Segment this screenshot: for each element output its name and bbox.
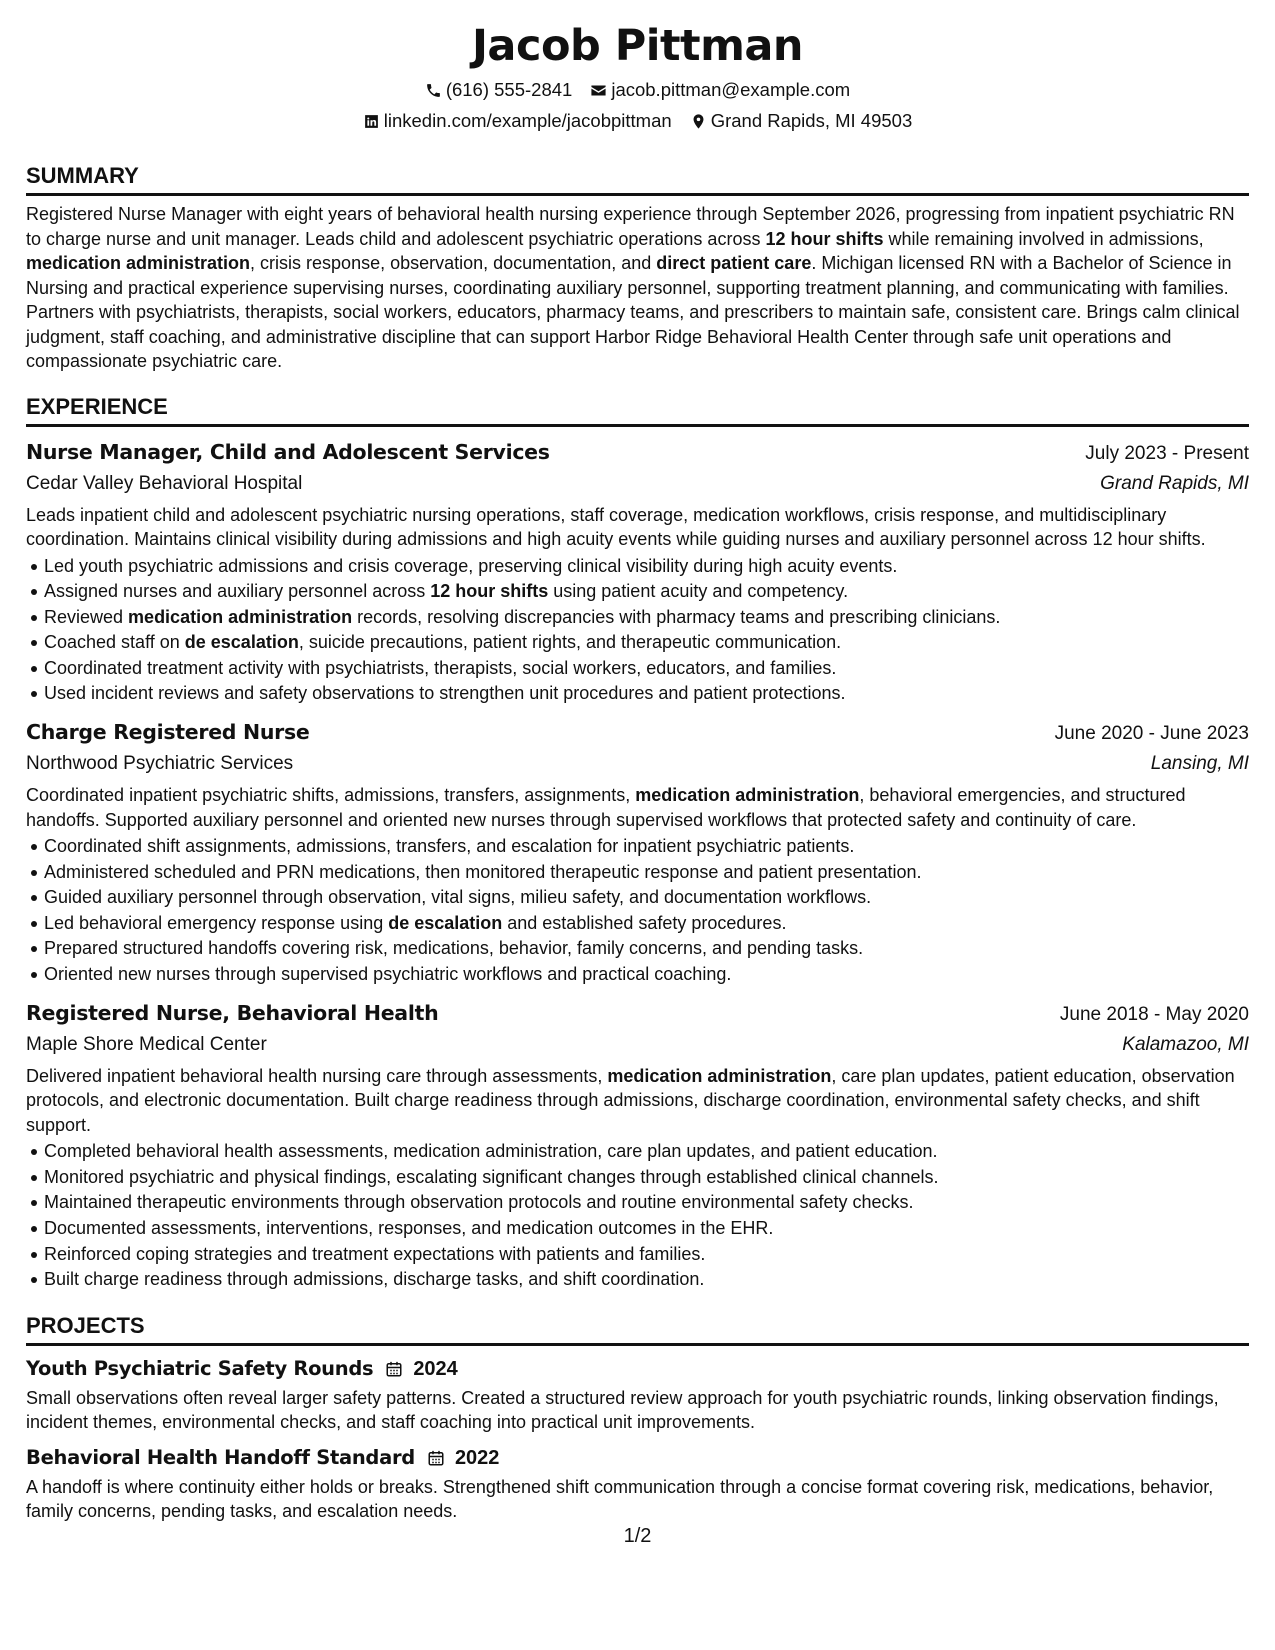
- contact-row-primary: [26, 78, 1249, 102]
- job-company: Cedar Valley Behavioral Hospital: [26, 472, 303, 494]
- calendar-icon: [385, 1360, 403, 1378]
- resume-page: [26, 18, 1249, 1524]
- bullet-item: Completed behavioral health assessments, medication administration, care plan updates, and patient education.: [44, 1139, 1249, 1165]
- experience-section: [26, 394, 1249, 1293]
- bullet-item: Reviewed medication administration records, resolving discrepancies with pharmacy teams and prescribing clinicians.: [44, 605, 1249, 631]
- map-pin-icon: [690, 113, 707, 130]
- bullet-item: Coached staff on de escalation, suicide precautions, patient rights, and therapeutic communication.: [44, 630, 1249, 656]
- project-year: 2024: [413, 1357, 458, 1380]
- bullet-item: Guided auxiliary personnel through observation, vital signs, milieu safety, and documentation workflows.: [44, 885, 1249, 911]
- job-dates: July 2023 - Present: [1085, 442, 1249, 464]
- job-bullets: [26, 554, 1249, 708]
- bold-keyword: 12 hour shifts: [430, 581, 549, 602]
- bullet-item: Prepared structured handoffs covering risk, medications, behavior, family concerns, and pending tasks.: [44, 936, 1249, 962]
- location-text: Grand Rapids, MI 49503: [710, 110, 913, 131]
- job-bullets: [26, 834, 1249, 988]
- project-entry: [26, 1443, 1249, 1524]
- bullet-item: Built charge readiness through admissions, discharge tasks, and shift coordination.: [44, 1267, 1249, 1293]
- bold-keyword: 12 hour shifts: [765, 228, 884, 249]
- job-entry: [26, 998, 1249, 1293]
- job-entry: [26, 717, 1249, 988]
- bullet-item: Reinforced coping strategies and treatment expectations with patients and families.: [44, 1242, 1249, 1268]
- job-company: Northwood Psychiatric Services: [26, 753, 294, 775]
- page-number: 1/2: [623, 1525, 652, 1547]
- location-contact: [690, 109, 913, 133]
- bold-keyword: medication administration: [607, 1065, 832, 1086]
- summary-heading: SUMMARY: [26, 163, 1249, 196]
- project-name: Youth Psychiatric Safety Rounds: [26, 1356, 374, 1380]
- bold-keyword: medication administration: [128, 606, 353, 627]
- bullet-item: Documented assessments, interventions, responses, and medication outcomes in the EHR.: [44, 1216, 1249, 1242]
- summary-section: [26, 163, 1249, 374]
- projects-heading: PROJECTS: [26, 1313, 1249, 1346]
- bullet-item: Led behavioral emergency response using de escalation and established safety procedures.: [44, 911, 1249, 937]
- phone-icon: [425, 82, 442, 99]
- experience-heading: EXPERIENCE: [26, 394, 1249, 427]
- bullet-item: Monitored psychiatric and physical findings, escalating significant changes through established clinical channels.: [44, 1165, 1249, 1191]
- project-entry: [26, 1354, 1249, 1435]
- job-dates: June 2018 - May 2020: [1059, 1003, 1249, 1025]
- bullet-item: Led youth psychiatric admissions and crisis coverage, preserving clinical visibility during high acuity events.: [44, 554, 1249, 580]
- contact-row-secondary: [26, 109, 1249, 133]
- linkedin-contact[interactable]: [363, 109, 672, 133]
- projects-section: [26, 1313, 1249, 1524]
- job-company: Maple Shore Medical Center: [26, 1033, 267, 1055]
- job-bullets: [26, 1139, 1249, 1293]
- mail-icon: [590, 82, 607, 99]
- bullet-item: Administered scheduled and PRN medications, then monitored therapeutic response and patient presentation.: [44, 860, 1249, 886]
- phone-text: (616) 555-2841: [445, 79, 573, 100]
- bold-keyword: medication administration: [26, 253, 251, 273]
- job-title: Registered Nurse, Behavioral Health: [26, 1000, 439, 1025]
- bold-keyword: medication administration: [635, 785, 860, 806]
- linkedin-text: linkedin.com/example/jacobpittman: [383, 110, 672, 131]
- project-description: Small observations often reveal larger safety patterns. Created a structured review approach for youth psychiatric rounds, linking observation findings, incident themes, environmental checks, and staff coaching into practical unit improvements.: [26, 1387, 1219, 1433]
- email-text: jacob.pittman@example.com: [611, 79, 851, 100]
- bullet-item: Coordinated treatment activity with psychiatrists, therapists, social workers, educators, and families.: [44, 656, 1249, 682]
- job-location: Lansing, MI: [1150, 753, 1249, 775]
- job-location: Kalamazoo, MI: [1122, 1033, 1249, 1055]
- bullet-item: Used incident reviews and safety observations to strengthen unit procedures and patient protections.: [44, 681, 1249, 707]
- candidate-name: Jacob Pittman: [471, 21, 804, 71]
- job-summary: Leads inpatient child and adolescent psychiatric nursing operations, staff coverage, medication workflows, crisis response, and multidisciplinary coordination. Maintains clinical visibility during admissions and high acuity events while guiding nurses and auxiliary personnel across 12 hour shifts.: [26, 504, 1206, 549]
- job-title: Charge Registered Nurse: [26, 720, 310, 745]
- bold-keyword: de escalation: [184, 632, 299, 653]
- calendar-icon: [427, 1449, 445, 1467]
- email-contact[interactable]: [590, 78, 850, 102]
- job-location: Grand Rapids, MI: [1100, 472, 1249, 494]
- bold-keyword: de escalation: [388, 912, 503, 933]
- bullet-item: Oriented new nurses through supervised psychiatric workflows and practical coaching.: [44, 962, 1249, 988]
- bullet-item: Coordinated shift assignments, admissions, transfers, and escalation for inpatient psychiatric patients.: [44, 834, 1249, 860]
- job-summary: Coordinated inpatient psychiatric shifts, admissions, transfers, assignments, medication administration, behavioral emergencies, and structured handoffs. Supported auxiliary personnel and oriented new nurses through supervised workflows that protected safety and continuity of care.: [26, 785, 1186, 830]
- project-description: A handoff is where continuity either holds or breaks. Strengthened shift communication through a concise format covering risk, medications, behavior, family concerns, pending tasks, and escalation needs.: [26, 1476, 1214, 1522]
- bullet-item: Maintained therapeutic environments through observation protocols and routine environmental safety checks.: [44, 1190, 1249, 1216]
- bold-keyword: direct patient care: [656, 253, 812, 273]
- project-name: Behavioral Health Handoff Standard: [26, 1445, 415, 1469]
- linkedin-icon: [363, 113, 380, 130]
- summary-text: Registered Nurse Manager with eight years of behavioral health nursing experience through September 2026, progressing from inpatient psychiatric RN to charge nurse and unit manager. Leads child and adolescent psychiatric operations across 12 hour shifts while remaining involved in admissions, medication administration, crisis response, observation, documentation, and direct patient care. Michigan licensed RN with a Bachelor of Science in Nursing and practical experience supervising nurses, coordinating auxiliary personnel, supporting treatment planning, and communicating with families. Partners with psychiatrists, therapists, social workers, educators, pharmacy teams, and prescribers to maintain safe, consistent care. Brings calm clinical judgment, staff coaching, and administrative discipline that can support Harbor Ridge Behavioral Health Center through safe unit operations and compassionate psychiatric care.: [26, 204, 1240, 371]
- phone-contact[interactable]: [425, 78, 573, 102]
- job-summary: Delivered inpatient behavioral health nursing care through assessments, medication administration, care plan updates, patient education, observation protocols, and electronic documentation. Built charge readiness through admissions, discharge coordination, environmental safety checks, and shift support.: [26, 1065, 1235, 1135]
- job-title: Nurse Manager, Child and Adolescent Services: [26, 439, 550, 464]
- bullet-item: Assigned nurses and auxiliary personnel across 12 hour shifts using patient acuity and competency.: [44, 579, 1249, 605]
- job-dates: June 2020 - June 2023: [1054, 723, 1249, 745]
- project-year: 2022: [454, 1446, 500, 1469]
- job-entry: [26, 437, 1249, 708]
